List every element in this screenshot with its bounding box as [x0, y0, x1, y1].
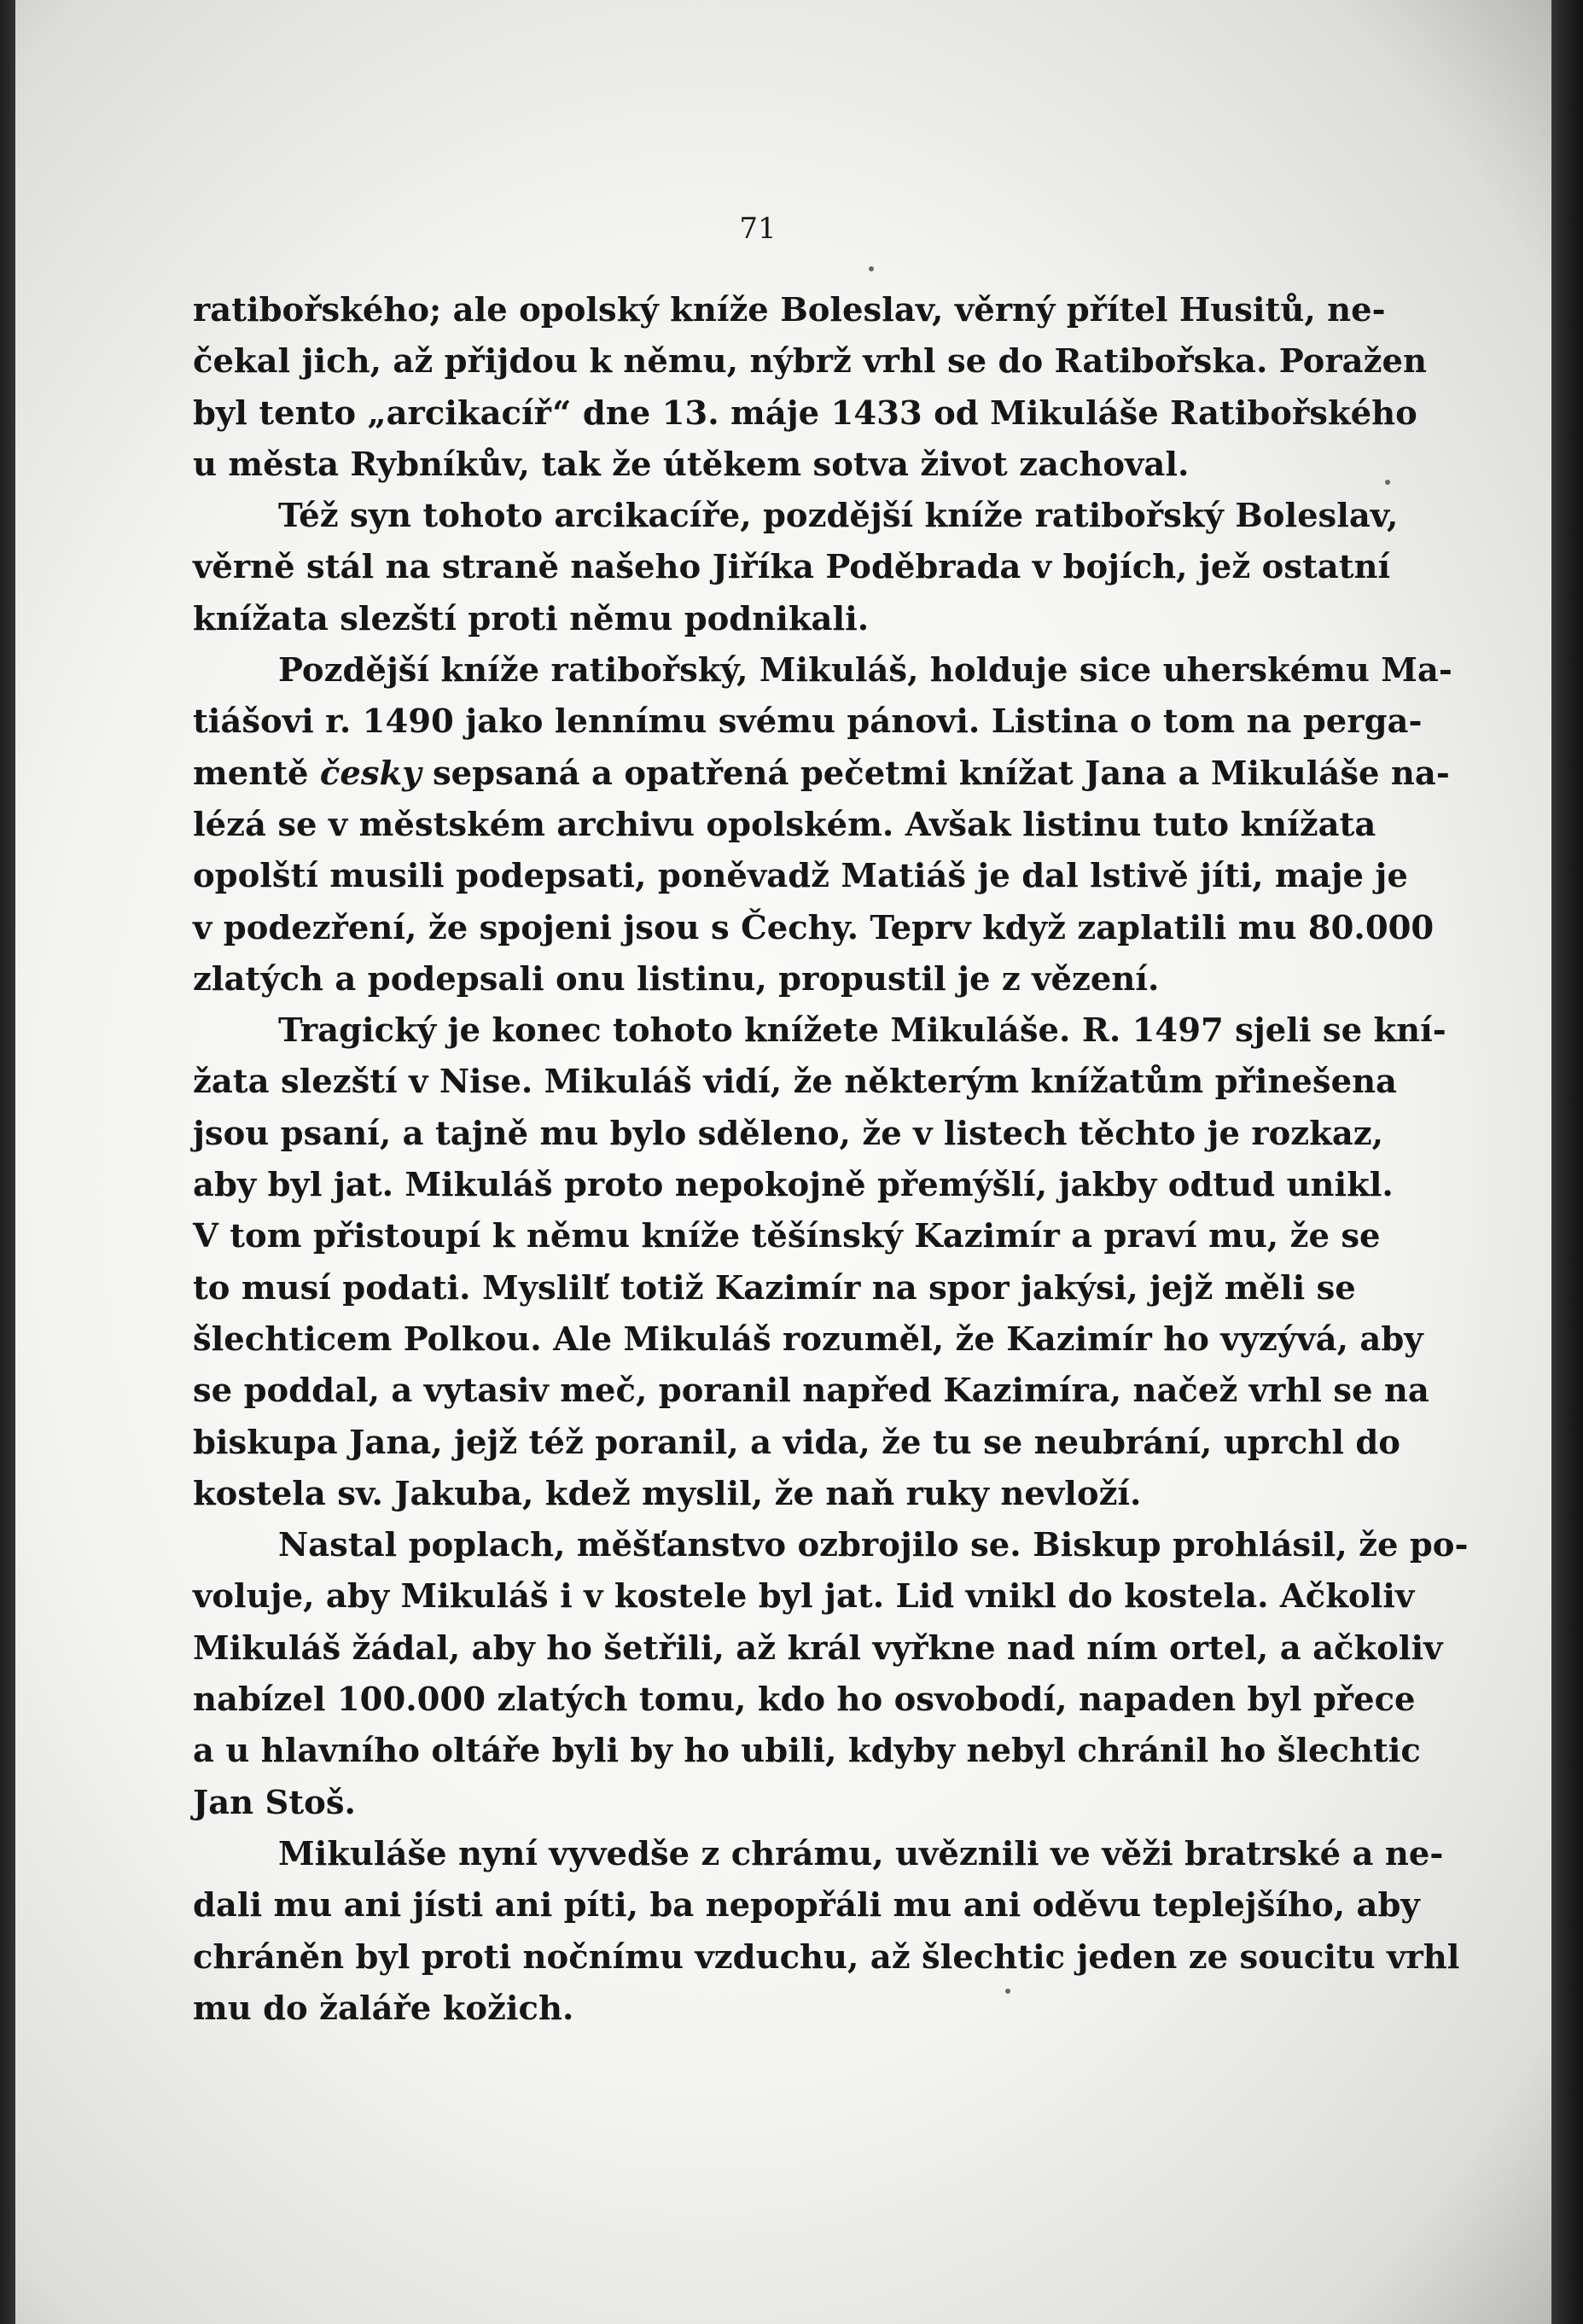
paragraph: [193, 1005, 1446, 1520]
text-line: Jan Stoš.: [193, 1783, 356, 1822]
text-line: žata slezští v Nise. Mikuláš vidí, že některým knížatům přinešena: [193, 1063, 1398, 1102]
paragraph: [193, 1829, 1460, 2035]
text-line: Tragický je konec tohoto knížete Mikuláše. R. 1497 sjeli se kní-: [278, 1011, 1446, 1051]
text-line: byl tento „arcikacíř“ dne 13. máje 1433 od Mikuláše Ratibořského: [193, 393, 1417, 433]
book-page: [15, 0, 1551, 2324]
text-line: ratibořského; ale opolský kníže Boleslav, věrný přítel Husitů, ne-: [193, 291, 1386, 329]
text-line: Pozdější kníže ratibořský, Mikuláš, holduje sice uherskému Ma-: [278, 651, 1452, 690]
text-line: jsou psaní, a tajně mu bylo sděleno, že v listech těchto je rozkaz,: [193, 1114, 1384, 1153]
text-line: šlechticem Polkou. Ale Mikuláš rozuměl, že Kazimír ho vyzývá, aby: [193, 1319, 1423, 1359]
text-line: V tom přistoupí k němu kníže těšínský Kazimír a praví mu, že se: [193, 1217, 1381, 1256]
text-line: u města Rybníkův, tak že útěkem sotva život zachoval.: [193, 445, 1190, 484]
paragraph: [193, 491, 1399, 645]
text-line: voluje, aby Mikuláš i v kostele byl jat. Lid vnikl do kostela. Ačkoliv: [193, 1577, 1415, 1616]
text-line: věrně stál na straně našeho Jiříka Poděbrada v bojích, jež ostatní: [193, 548, 1391, 587]
paragraph: [193, 285, 1427, 491]
text-line: chráněn byl proti nočnímu vzduchu, až šlechtic jeden ze soucitu vrhl: [193, 1937, 1460, 1977]
print-speck: [1005, 1989, 1010, 1994]
text-line: kostela sv. Jakuba, kdež myslil, že naň ruky nevloží.: [193, 1474, 1142, 1513]
print-speck: [869, 266, 874, 271]
text-line: čekal jich, až přijdou k němu, nýbrž vrhl se do Ratibořska. Poražen: [193, 342, 1427, 382]
text-line: mentě česky sepsaná a opatřená pečetmi knížat Jana a Mikuláše na-: [193, 754, 1450, 793]
text-line: Mikuláše nyní vyvedše z chrámu, uvěznili ve věži bratrské a ne-: [278, 1834, 1444, 1873]
text-line: Též syn tohoto arcikacíře, pozdější kníže ratibořský Boleslav,: [278, 497, 1399, 536]
text-line: to musí podati. Myslilť totiž Kazimír na spor jakýsi, jejž měli se: [193, 1268, 1356, 1308]
paragraph: [193, 645, 1452, 1005]
text-line: nabízel 100.000 zlatých tomu, kdo ho osvobodí, napaden byl přece: [193, 1680, 1416, 1720]
text-line: Mikuláš žádal, aby ho šetřili, až král vyřkne nad ním ortel, a ačkoliv: [193, 1628, 1443, 1668]
text-line: a u hlavního oltáře byli by ho ubili, kdyby nebyl chránil ho šlechtic: [193, 1732, 1421, 1771]
paragraph: [193, 1520, 1469, 1829]
text-line: v podezření, že spojeni jsou s Čechy. Teprv když zaplatili mu 80.000: [193, 908, 1435, 947]
text-line: tiášovi r. 1490 jako lennímu svému pánovi. Listina o tom na perga-: [193, 702, 1423, 742]
text-line: lézá se v městském archivu opolském. Avšak listinu tuto knížata: [193, 805, 1376, 844]
text-line: Nastal poplach, měšťanstvo ozbrojilo se. Biskup prohlásil, že po-: [278, 1526, 1469, 1565]
text-line: se poddal, a vytasiv meč, poranil napřed Kazimíra, načež vrhl se na: [193, 1372, 1429, 1411]
print-speck: [1385, 480, 1390, 485]
page-number: 71: [739, 212, 777, 246]
text-line: mu do žaláře kožich.: [193, 1989, 574, 2028]
text-line: zlatých a podepsali onu listinu, propustil je z vězení.: [193, 959, 1160, 999]
text-line: aby byl jat. Mikuláš proto nepokojně přemýšlí, jakby odtud unikl.: [193, 1166, 1394, 1205]
text-line: opolští musili podepsati, poněvadž Matiáš je dal lstivě jíti, maje je: [193, 857, 1408, 896]
text-line: biskupa Jana, jejž též poranil, a vida, že tu se neubrání, uprchl do: [193, 1423, 1400, 1462]
body-text: [193, 285, 1469, 2035]
text-line: dali mu ani jísti ani píti, ba nepopřáli mu ani oděvu teplejšího, aby: [193, 1886, 1420, 1925]
text-line: knížata slezští proti němu podnikali.: [193, 599, 870, 638]
